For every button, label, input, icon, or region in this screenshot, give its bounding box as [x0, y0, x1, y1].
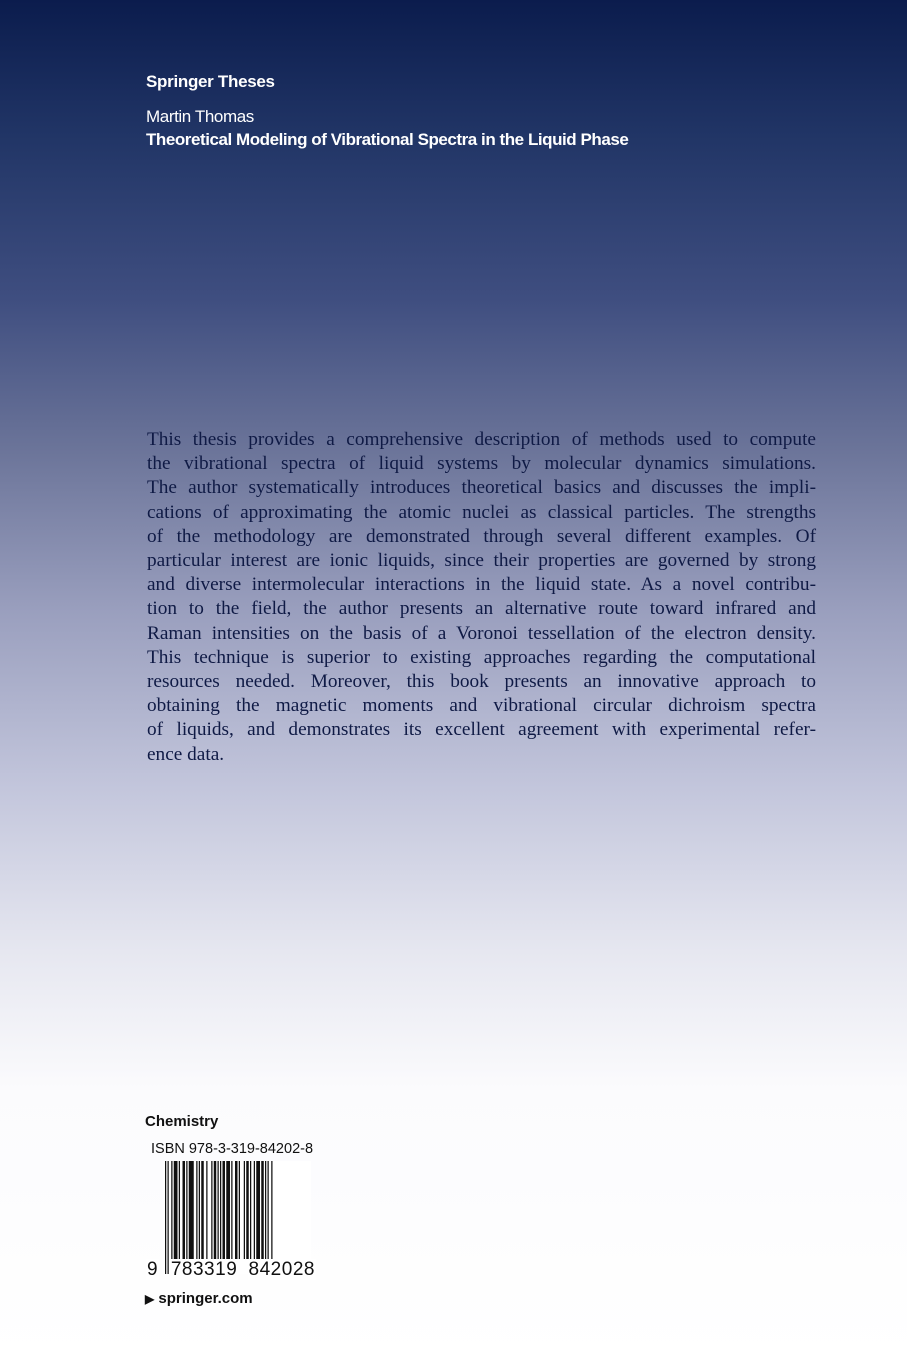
- barcode-bar: [256, 1161, 260, 1259]
- description-line: of liquids, and demonstrates its excellent agreement with experimental refer-: [147, 719, 816, 741]
- barcode-bar: [186, 1161, 187, 1259]
- barcode-bar: [211, 1161, 212, 1259]
- barcode-bar: [189, 1161, 194, 1259]
- barcode-bar: [206, 1161, 207, 1259]
- barcode-bar: [174, 1161, 178, 1259]
- description-line: resources needed. Moreover, this book presents an innovative approach to: [147, 671, 816, 693]
- barcode-bar: [168, 1161, 169, 1274]
- triangle-right-icon: ▶: [145, 1292, 155, 1306]
- description-line: This technique is superior to existing approaches regarding the computational: [147, 646, 816, 668]
- barcode-bar: [226, 1161, 230, 1259]
- website-text: springer.com: [158, 1290, 253, 1307]
- description-line: cations of approximating the atomic nuclei as classical particles. The strengths: [147, 501, 816, 523]
- barcode-bar: [246, 1161, 249, 1259]
- barcode-bar: [218, 1161, 219, 1259]
- author-name: Martin Thomas: [146, 107, 254, 126]
- barcode-bar: [196, 1161, 197, 1259]
- description-line: obtaining the magnetic moments and vibrational circular dichroism spectra: [147, 695, 816, 717]
- isbn-text: ISBN 978-3-319-84202-8: [151, 1141, 314, 1157]
- description-line: and diverse intermolecular interactions in the liquid state. As a novel contribu-: [147, 574, 816, 596]
- barcode-digits: [146, 1259, 316, 1281]
- barcode-bar: [254, 1161, 255, 1259]
- barcode-bar: [223, 1161, 226, 1259]
- barcode-bar: [268, 1161, 269, 1274]
- book-title: Theoretical Modeling of Vibrational Spectra in the Liquid Phase: [146, 130, 629, 149]
- barcode-digits-right: 842028: [248, 1259, 315, 1280]
- barcode-bar: [220, 1161, 221, 1259]
- description-line: This thesis provides a comprehensive description of methods used to compute: [147, 429, 816, 450]
- barcode-bar: [261, 1161, 264, 1259]
- barcode-bar: [179, 1161, 180, 1259]
- book-description: [147, 428, 816, 767]
- barcode-bar: [214, 1161, 217, 1259]
- barcode-bar: [244, 1161, 245, 1259]
- barcode-digits-left: 783319: [170, 1259, 238, 1280]
- barcode-digit-first: 9: [147, 1259, 158, 1280]
- description-line: The author systematically introduces theoretical basics and discusses the impli-: [147, 477, 816, 499]
- description-line: ence data.: [147, 743, 225, 765]
- barcode-bar: [271, 1161, 272, 1274]
- barcode-bar: [250, 1161, 251, 1259]
- barcode-bar: [235, 1161, 238, 1259]
- series-name: Springer Theses: [146, 72, 275, 91]
- barcode-bar: [165, 1161, 166, 1274]
- barcode-bar: [171, 1161, 172, 1259]
- barcode-bar: [239, 1161, 240, 1259]
- barcode-bar: [183, 1161, 186, 1259]
- barcode: [163, 1161, 311, 1274]
- description-line: particular interest are ionic liquids, since their properties are governed by strong: [147, 550, 816, 572]
- barcode-bar: [231, 1161, 232, 1259]
- description-line: the vibrational spectra of liquid systems by molecular dynamics simulations.: [147, 453, 816, 475]
- barcode-bar: [201, 1161, 204, 1259]
- subject-category: Chemistry: [145, 1113, 219, 1130]
- description-line: tion to the field, the author presents an alternative route toward infrared and: [147, 598, 816, 620]
- barcode-bar: [199, 1161, 200, 1259]
- description-line: of the methodology are demonstrated through several different examples. Of: [147, 525, 816, 547]
- barcode-bar: [265, 1161, 266, 1259]
- description-line: Raman intensities on the basis of a Voronoi tessellation of the electron density.: [147, 622, 816, 644]
- website-link[interactable]: [145, 1290, 253, 1307]
